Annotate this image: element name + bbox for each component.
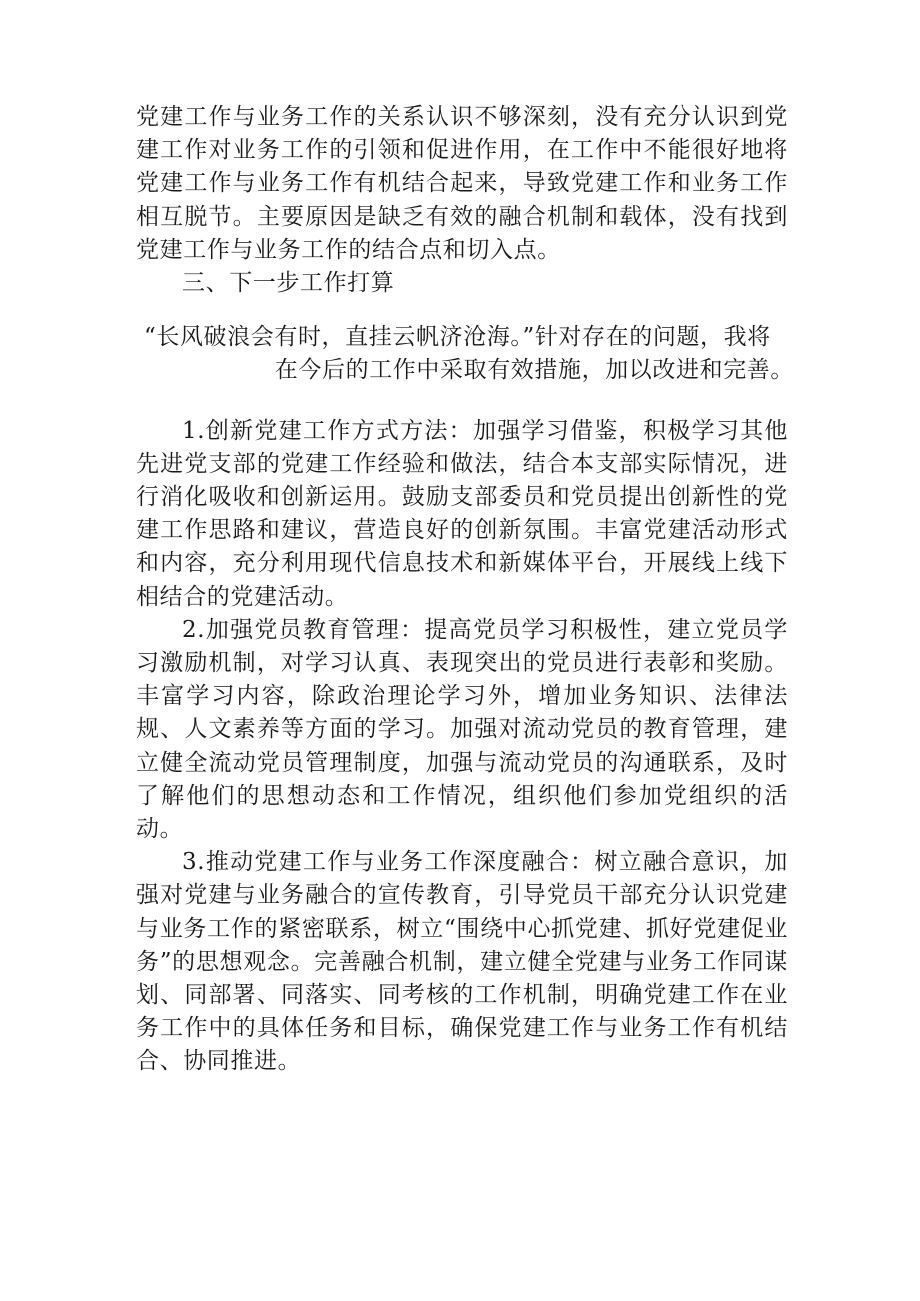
quote-paragraph xyxy=(144,321,794,387)
intro-paragraph: 党建工作与业务工作的关系认识不够深刻，没有充分认识到党建工作对业务工作的引领和促进作用，在工作中不能很好地将党建工作与业务工作有机结合起来，导致党建工作和业务工作相互脱节。主要原因是缺乏有效的融合机制和载体，没有找到党建工作与业务工作的结合点和切入点。 xyxy=(136,104,788,263)
document-body xyxy=(136,101,794,1079)
plan-item-3: 3.推动党建工作与业务工作深度融合：树立融合意识，加强对党建与业务融合的宣传教育，引导党员干部充分认识党建与业务工作的紧密联系，树立“围绕中心抓党建、抓好党建促业务”的思想观念。完善融合机制，建立健全党建与业务工作同谋划、同部署、同落实、同考核的工作机制，明确党建工作在业务工作中的具体任务和目标，确保党建工作与业务工作有机结合、协同推进。 xyxy=(136,849,788,1075)
quote-line-2: 在今后的工作中采取有效措施，加以改进和完善。 xyxy=(274,357,794,384)
plan-item-1: 1.创新党建工作方式方法：加强学习借鉴，积极学习其他先进党支部的党建工作经验和做法，结合本支部实际情况，进行消化吸收和创新运用。鼓励支部委员和党员提出创新性的党建工作思路和建议，营造良好的创新氛围。丰富党建活动形式和内容，充分利用现代信息技术和新媒体平台，开展线上线下相结合的党建活动。 xyxy=(136,417,788,610)
section-heading: 三、下一步工作打算 xyxy=(182,270,395,297)
quote-line-1: “长风破浪会有时，直挂云帆济沧海。”针对存在的问题，我将 xyxy=(144,324,771,351)
plan-items xyxy=(136,415,788,1079)
plan-item-2: 2.加强党员教育管理：提高党员学习积极性，建立党员学习激励机制，对学习认真、表现突出的党员进行表彰和奖励。丰富学习内容，除政治理论学习外，增加业务知识、法律法规、人文素养等方面的学习。加强对流动党员的教育管理，建立健全流动党员管理制度，加强与流动党员的沟通联系，及时了解他们的思想动态和工作情况，组织他们参加党组织的活动。 xyxy=(136,616,788,843)
